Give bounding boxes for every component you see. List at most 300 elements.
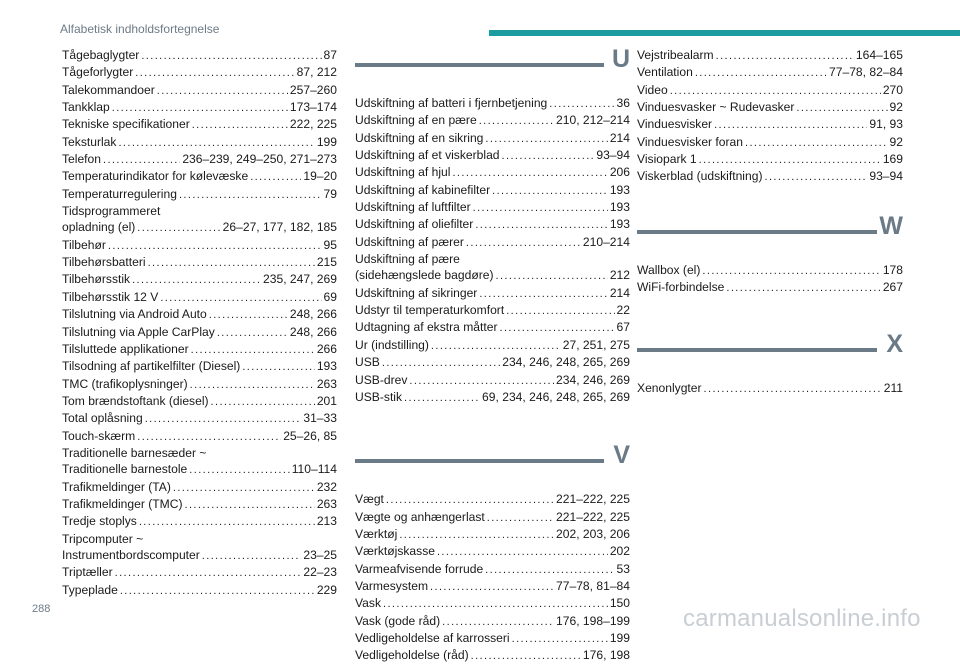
index-entry: [62, 151, 337, 168]
section-letter-w: W: [879, 211, 903, 240]
index-entry: [62, 203, 337, 219]
entry-term: Tilbehørsbatteri: [62, 255, 146, 270]
dot-leader: [466, 235, 581, 251]
dot-leader: [139, 514, 315, 530]
index-entry: [637, 380, 903, 397]
dot-leader: [479, 286, 607, 302]
entry-term: Tidsprogrammeret: [62, 204, 161, 219]
index-entry: [637, 116, 903, 133]
dot-leader: [699, 152, 881, 168]
index-entry: [355, 354, 630, 371]
dot-leader: [496, 268, 608, 284]
entry-pages: 214: [609, 130, 630, 145]
index-entry: [637, 99, 903, 116]
dot-leader: [430, 579, 554, 595]
dot-leader: [242, 359, 314, 375]
entry-pages: 193: [609, 182, 630, 197]
dot-leader: [492, 183, 608, 199]
entry-term: Vinduesvisker: [637, 117, 713, 132]
entry-term: Instrumentbordscomputer: [62, 547, 200, 562]
header-accent-bar: [489, 30, 960, 36]
entry-term: Udskiftning af sikringer: [355, 285, 478, 300]
entry-pages: 53: [616, 561, 630, 576]
index-entry: [62, 531, 337, 547]
entry-pages: 202: [609, 544, 630, 559]
entry-pages: 211: [883, 381, 903, 396]
dot-leader: [500, 320, 615, 336]
index-entry: [62, 428, 337, 445]
entry-pages: 69: [323, 289, 337, 304]
index-entry: [637, 168, 903, 185]
dot-leader: [409, 373, 554, 389]
entry-term: Tilbehørsstik 12 V: [62, 289, 159, 304]
entry-pages: 176, 198: [582, 648, 630, 663]
entry-term: opladning (el): [62, 220, 136, 235]
section-divider-v: [355, 443, 630, 491]
section-u-entries: [355, 95, 630, 406]
entry-pages: 91, 93: [869, 117, 903, 132]
section-rule: [355, 459, 604, 463]
entry-term: Total oplåsning: [62, 411, 143, 426]
section-x-entries: [637, 380, 903, 397]
section-letter-x: X: [886, 330, 903, 359]
entry-term: Trafikmeldinger (TA): [62, 479, 171, 494]
entry-pages: 210, 212–214: [556, 113, 630, 128]
section-rule: [637, 230, 877, 234]
index-entry: [355, 319, 630, 336]
index-entry: [355, 526, 630, 543]
index-entry: [62, 82, 337, 99]
index-entry: [355, 647, 630, 664]
entry-term: USB: [355, 355, 380, 370]
dot-leader: [120, 583, 315, 599]
entry-term: Udskiftning af batteri i fjernbetjening: [355, 96, 548, 110]
entry-term: Vægt: [355, 492, 384, 507]
index-entry: [355, 630, 630, 647]
entry-pages: 79: [323, 186, 337, 201]
entry-pages: 235, 247, 269: [263, 272, 337, 287]
entry-term: Varmeafvisende forrude: [355, 561, 484, 576]
entry-pages: 193: [316, 359, 337, 374]
entry-term: Værktøj: [355, 526, 398, 541]
index-entry: [355, 302, 630, 319]
index-entry: [355, 251, 630, 267]
entry-term: USB-stik: [355, 389, 403, 404]
entry-pages: 236–239, 249–250, 271–273: [182, 152, 337, 167]
index-entry: [355, 164, 630, 181]
dot-leader: [399, 527, 554, 543]
index-entry: [637, 64, 903, 81]
dot-leader: [670, 83, 881, 99]
entry-pages: 27, 251, 275: [562, 337, 630, 352]
dot-leader: [716, 48, 854, 64]
dot-leader: [549, 96, 614, 112]
index-entry: [355, 578, 630, 595]
dot-leader: [211, 394, 315, 410]
index-entry: [62, 116, 337, 133]
index-entry: [637, 262, 903, 279]
index-entry: [62, 186, 337, 203]
entry-pages: 206: [609, 165, 630, 180]
watermark: carmanualsonline.info: [683, 605, 921, 632]
dot-leader: [115, 565, 302, 581]
dot-leader: [512, 631, 608, 647]
dot-leader: [382, 355, 500, 371]
dot-leader: [383, 596, 608, 612]
dot-leader: [704, 381, 882, 397]
index-entry: [62, 547, 337, 564]
index-entry: [355, 372, 630, 389]
entry-pages: 93–94: [596, 148, 630, 163]
dot-leader: [502, 148, 595, 164]
entry-term: Tom brændstoftank (diesel): [62, 393, 209, 408]
entry-term: Udskiftning af et viskerblad: [355, 148, 500, 163]
dot-leader: [192, 117, 288, 133]
entry-pages: 36: [616, 96, 630, 110]
dot-leader: [191, 342, 315, 358]
dot-leader: [103, 152, 180, 168]
entry-term: Tankklap: [62, 100, 110, 115]
index-entry: [355, 613, 630, 630]
entry-term: Tredje stoplys: [62, 514, 137, 529]
index-entry: [62, 479, 337, 496]
index-entry: [62, 64, 337, 81]
dot-leader: [141, 48, 321, 64]
entry-term: Ventilation: [637, 65, 693, 80]
dot-leader: [118, 135, 314, 151]
entry-pages: 31–33: [303, 411, 337, 426]
dot-leader: [202, 548, 302, 564]
entry-pages: 193: [609, 200, 630, 215]
entry-pages: 201: [316, 393, 337, 408]
dot-leader: [250, 169, 301, 185]
entry-pages: 164–165: [855, 48, 903, 62]
entry-pages: 26–27, 177, 182, 185: [222, 220, 337, 235]
dot-leader: [479, 113, 554, 129]
index-entry: [62, 289, 337, 306]
entry-pages: 150: [609, 596, 630, 611]
entry-pages: 270: [882, 82, 903, 97]
entry-pages: 248, 266: [289, 307, 337, 322]
dot-leader: [764, 169, 867, 185]
entry-term: Udskiftning af pære: [355, 252, 460, 267]
index-entry: [62, 564, 337, 581]
entry-pages: 95: [323, 237, 337, 252]
entry-pages: 176, 198–199: [556, 613, 630, 628]
section-divider-w: [637, 211, 903, 262]
entry-term: Udskiftning af en sikring: [355, 130, 484, 145]
entry-term: Tilsluttede applikationer: [62, 341, 189, 356]
entry-term: Udskiftning af kabinefilter: [355, 182, 491, 197]
index-entry: [62, 47, 337, 64]
index-entry: [62, 376, 337, 393]
entry-term: Værktøjskasse: [355, 544, 435, 559]
entry-term: Vask: [355, 596, 381, 611]
entry-pages: 87, 212: [296, 65, 337, 80]
entry-pages: 257–260: [289, 82, 337, 97]
entry-term: Traditionelle barnestole: [62, 462, 188, 477]
entry-term: Tilsodning af partikelfilter (Diesel): [62, 359, 241, 374]
entry-term: Vinduesvasker ~ Rudevasker: [637, 100, 795, 115]
entry-pages: 229: [316, 582, 337, 597]
index-entry: [62, 341, 337, 358]
entry-pages: 92: [889, 134, 903, 149]
index-entry: [355, 267, 630, 284]
entry-term: Udskiftning af pærer: [355, 234, 464, 249]
dot-leader: [431, 338, 561, 354]
dot-leader: [796, 100, 887, 116]
index-entry: [62, 99, 337, 116]
dot-leader: [475, 217, 608, 233]
dot-leader: [452, 165, 607, 181]
section-rule: [355, 63, 604, 67]
entry-term: Temperaturregulering: [62, 186, 177, 201]
dot-leader: [217, 325, 288, 341]
entry-pages: 169: [882, 152, 903, 167]
entry-term: Tekniske specifikationer: [62, 117, 190, 132]
entry-term: Vedligeholdelse (råd): [355, 648, 469, 663]
entry-term: Udskiftning af luftfilter: [355, 200, 471, 215]
entry-pages: 210–214: [582, 234, 630, 249]
entry-term: Tågeforlygter: [62, 65, 134, 80]
entry-term: Tilbehørsstik: [62, 272, 131, 287]
entry-pages: 263: [316, 496, 337, 511]
entry-pages: 22–23: [303, 565, 337, 580]
dot-leader: [714, 117, 867, 133]
index-entry: [62, 254, 337, 271]
dot-leader: [137, 429, 281, 445]
entry-pages: 202, 203, 206: [556, 526, 630, 541]
dot-leader: [179, 187, 322, 203]
index-entry: [637, 82, 903, 99]
index-entry: [355, 509, 630, 526]
entry-term: Vægte og anhængerlast: [355, 509, 485, 524]
index-entry: [355, 216, 630, 233]
running-header: Alfabetisk indholdsfortegnelse: [60, 22, 220, 36]
index-entry: [637, 279, 903, 296]
dot-leader: [437, 544, 608, 560]
entry-term: Vejstribealarm: [637, 48, 714, 62]
index-entry: [62, 271, 337, 288]
index-entry: [62, 134, 337, 151]
dot-leader: [137, 220, 220, 236]
entry-pages: 77–78, 82–84: [829, 65, 903, 80]
index-entry: [62, 582, 337, 599]
entry-term: Udstyr til temperaturkomfort: [355, 303, 505, 318]
dot-leader: [702, 263, 880, 279]
index-entry: [62, 219, 337, 236]
entry-term: Telefon: [62, 152, 101, 167]
dot-leader: [132, 272, 261, 288]
index-entry: [62, 410, 337, 427]
dot-leader: [112, 100, 288, 116]
entry-term: Udskiftning af oliefilter: [355, 217, 474, 232]
index-entry: [355, 561, 630, 578]
entry-pages: 213: [316, 514, 337, 529]
dot-leader: [173, 480, 315, 496]
entry-term: Triptæller: [62, 565, 113, 580]
entry-pages: 173–174: [289, 100, 337, 115]
entry-term: Tripcomputer ~: [62, 531, 144, 546]
entry-term: TMC (trafikoplysninger): [62, 376, 188, 391]
dot-leader: [485, 131, 607, 147]
dot-leader: [135, 65, 294, 81]
index-entry: [637, 134, 903, 151]
index-entry: [62, 237, 337, 254]
entry-pages: 266: [316, 341, 337, 356]
entry-pages: 69, 234, 246, 248, 265, 269: [482, 389, 630, 404]
entry-pages: 212: [609, 268, 630, 283]
entry-pages: 19–20: [303, 169, 337, 184]
entry-term: Video: [637, 82, 668, 97]
index-entry: [355, 595, 630, 612]
entry-term: Typeplade: [62, 582, 118, 597]
entry-term: Udskiftning af en pære: [355, 113, 477, 128]
index-entry: [355, 95, 630, 112]
entry-pages: 23–25: [303, 547, 337, 562]
entry-pages: 215: [316, 255, 337, 270]
index-entry: [355, 543, 630, 560]
index-entry: [355, 112, 630, 129]
index-entry: [355, 199, 630, 216]
index-entry: [62, 358, 337, 375]
index-entry: [62, 393, 337, 410]
entry-pages: 214: [609, 285, 630, 300]
index-entry: [62, 445, 337, 461]
entry-pages: 87: [323, 48, 337, 62]
index-entry: [355, 285, 630, 302]
section-w-entries: [637, 262, 903, 297]
index-entry: [62, 168, 337, 185]
entry-term: Touch-skærm: [62, 428, 136, 443]
entry-term: Talekommandoer: [62, 82, 155, 97]
dot-leader: [157, 83, 288, 99]
dot-leader: [695, 65, 827, 81]
entry-term: Vinduesvisker foran: [637, 134, 743, 149]
index-entry: [637, 47, 903, 64]
dot-leader: [190, 377, 315, 393]
dot-leader: [209, 307, 288, 323]
entry-term: Tilslutning via Apple CarPlay: [62, 324, 215, 339]
index-entry: [62, 513, 337, 530]
entry-pages: 77–78, 81–84: [556, 578, 630, 593]
entry-pages: 110–114: [291, 462, 337, 477]
dot-leader: [487, 510, 554, 526]
entry-pages: 234, 246, 248, 265, 269: [502, 355, 630, 370]
entry-term: Tilbehør: [62, 237, 106, 252]
dot-leader: [386, 492, 554, 508]
entry-term: Traditionelle barnesæder ~: [62, 445, 207, 460]
entry-pages: 263: [316, 376, 337, 391]
entry-term: Tilslutning via Android Auto: [62, 307, 207, 322]
section-divider-x: [637, 332, 903, 380]
dot-leader: [485, 562, 614, 578]
entry-pages: 234, 246, 269: [556, 372, 630, 387]
dot-leader: [506, 303, 614, 319]
entry-term: Udskiftning af hjul: [355, 165, 451, 180]
index-entry: [355, 234, 630, 251]
entry-pages: 221–222, 225: [556, 492, 630, 507]
index-entry: [637, 151, 903, 168]
entry-pages: 92: [889, 100, 903, 115]
section-divider-u: [355, 47, 630, 95]
dot-leader: [745, 135, 888, 151]
entry-term: Temperaturindikator for kølevæske: [62, 169, 249, 184]
dot-leader: [404, 390, 480, 406]
index-entry: [355, 182, 630, 199]
entry-pages: 67: [616, 320, 630, 335]
entry-term: WiFi-forbindelse: [637, 280, 725, 295]
entry-term: Varmesystem: [355, 578, 429, 593]
entry-term: Vask (gode råd): [355, 613, 441, 628]
entry-pages: 199: [609, 630, 630, 645]
index-entry: [355, 491, 630, 508]
entry-term: Teksturlak: [62, 134, 117, 149]
dot-leader: [148, 255, 315, 271]
entry-term: Visiopark 1: [637, 152, 697, 167]
page-number: 288: [32, 603, 51, 615]
entry-pages: 267: [882, 280, 903, 295]
index-column-2: [355, 47, 630, 665]
dot-leader: [108, 238, 322, 254]
section-letter-u: U: [611, 45, 630, 73]
index-entry: [62, 496, 337, 513]
entry-term: Viskerblad (udskiftning): [637, 169, 763, 184]
index-entry: [62, 324, 337, 341]
index-entry: [355, 130, 630, 147]
dot-leader: [471, 648, 581, 664]
dot-leader: [145, 411, 302, 427]
entry-term: Ur (indstilling): [355, 337, 429, 352]
index-entry: [355, 337, 630, 354]
section-rule: [637, 348, 877, 352]
entry-term: (sidehængslede bagdøre): [355, 268, 494, 283]
entry-term: Udtagning af ekstra måtter: [355, 320, 498, 335]
section-v-continued-entries: [637, 47, 903, 186]
dot-leader: [185, 497, 315, 513]
entry-pages: 93–94: [869, 169, 903, 184]
dot-leader: [473, 200, 608, 216]
entry-term: Vedligeholdelse af karrosseri: [355, 630, 510, 645]
entry-term: USB-drev: [355, 372, 408, 387]
index-entry: [62, 461, 337, 478]
section-v-entries: [355, 491, 630, 664]
entry-pages: 248, 266: [289, 324, 337, 339]
dot-leader: [189, 462, 289, 478]
index-entry: [355, 389, 630, 406]
dot-leader: [726, 280, 880, 296]
entry-pages: 25–26, 85: [283, 428, 337, 443]
entry-pages: 232: [316, 479, 337, 494]
index-entry: [62, 306, 337, 323]
entry-pages: 221–222, 225: [556, 509, 630, 524]
index-column-1: [62, 47, 337, 599]
entry-pages: 193: [609, 217, 630, 232]
entry-pages: 222, 225: [289, 117, 337, 132]
entry-term: Trafikmeldinger (TMC): [62, 496, 183, 511]
index-column-3: [637, 47, 903, 398]
section-letter-v: V: [613, 441, 630, 470]
entry-pages: 199: [316, 134, 337, 149]
entry-pages: 22: [616, 303, 630, 318]
entry-term: Xenonlygter: [637, 381, 702, 396]
index-entry: [355, 147, 630, 164]
entry-term: Tågebaglygter: [62, 48, 140, 62]
entry-pages: 178: [882, 262, 903, 277]
dot-leader: [160, 290, 321, 306]
dot-leader: [442, 614, 554, 630]
entry-term: Wallbox (el): [637, 262, 701, 277]
